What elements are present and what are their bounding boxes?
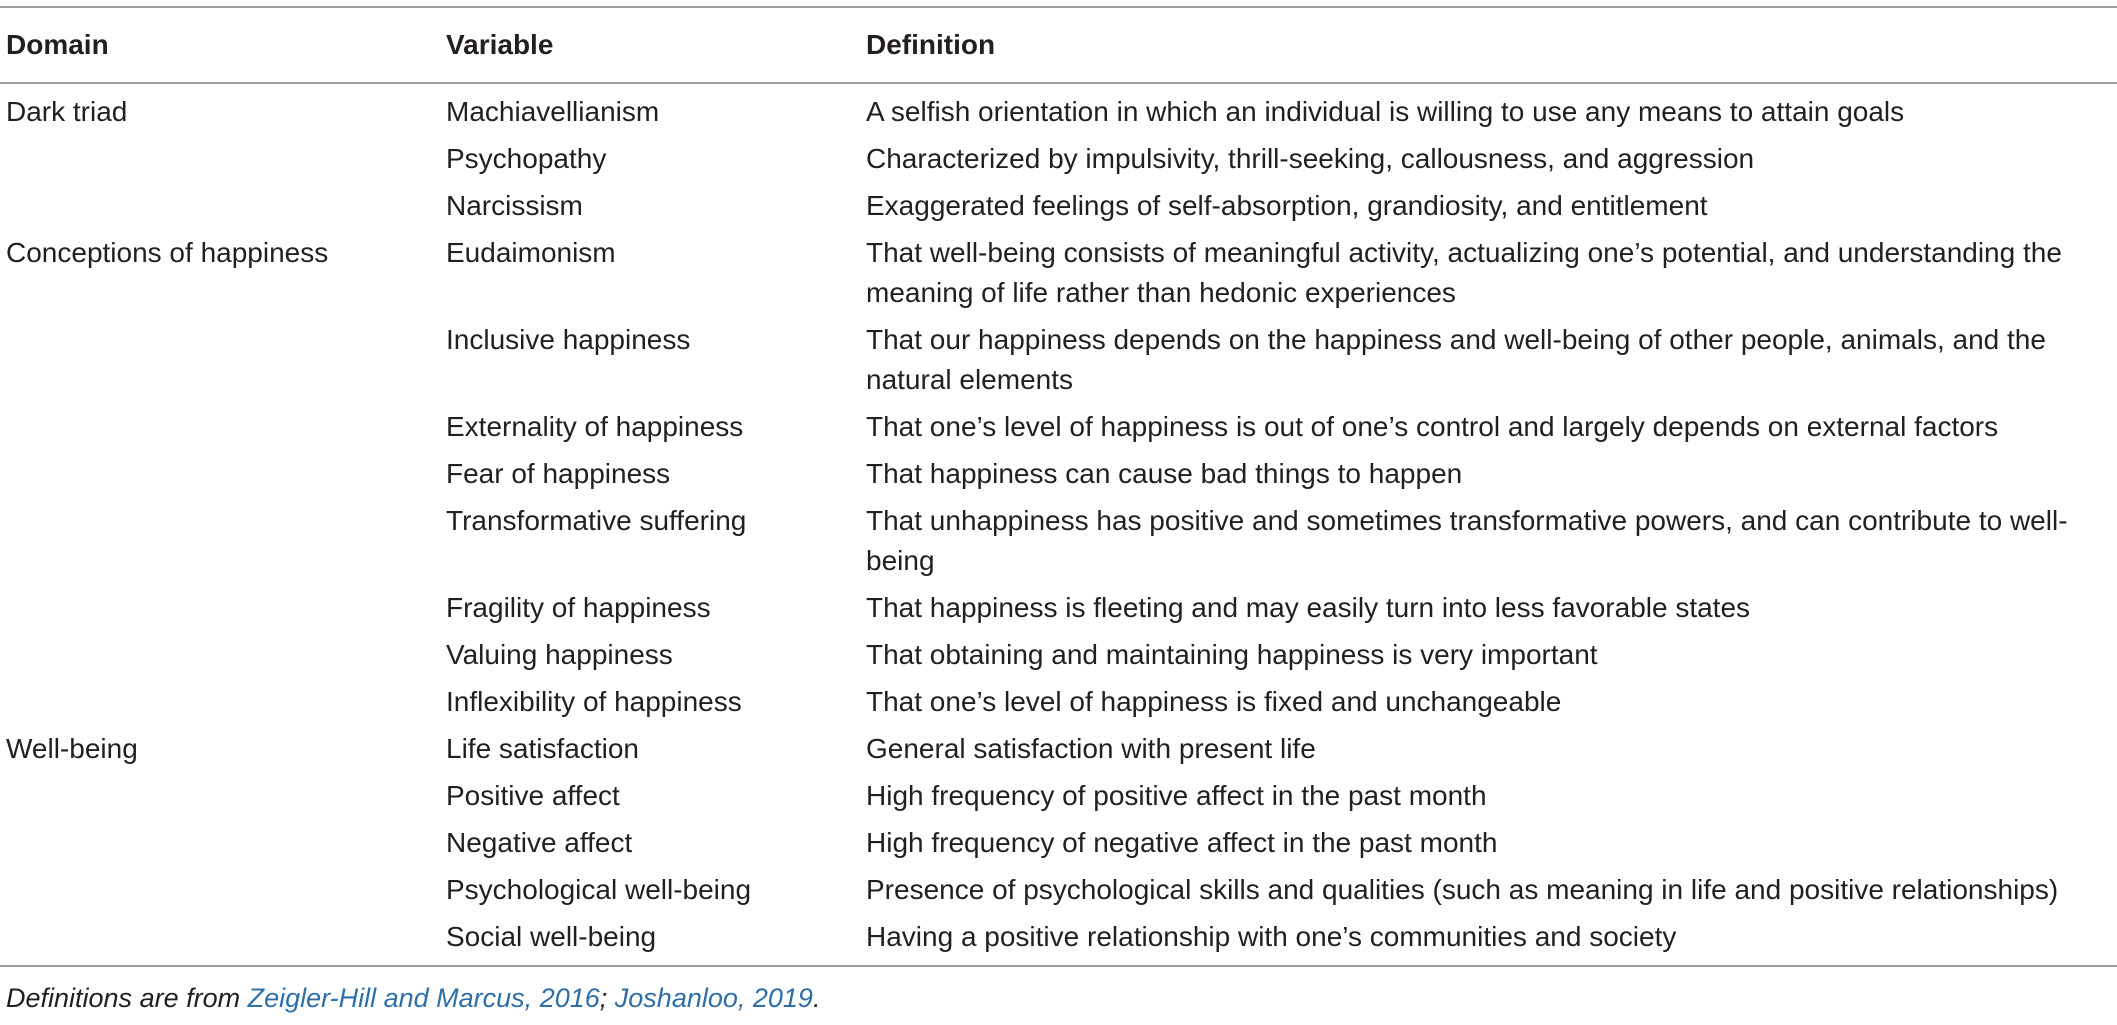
cell-variable: Negative affect [446,827,633,858]
header-domain: Domain [0,7,446,83]
cell-variable: Social well-being [446,921,657,952]
cell-definition: That well-being consists of meaningful activity, actualizing one’s potential, and understanding the meaning of life rather than hedonic experiences [866,237,2062,308]
cell-domain: Conceptions of happiness [6,237,329,268]
table-row [0,632,2117,679]
cell-domain [0,317,446,404]
cell-domain [0,773,446,820]
table-row [0,914,2117,966]
cell-definition: That happiness can cause bad things to happen [866,458,1463,489]
cell-definition: General satisfaction with present life [866,733,1316,764]
cell-variable: Valuing happiness [446,639,673,670]
table-row [0,820,2117,867]
cell-domain: Well-being [6,733,138,764]
footnote-suffix: . [812,983,821,1013]
cell-domain [0,914,446,966]
cell-definition: That unhappiness has positive and sometimes transformative powers, and can contribute to well-being [866,505,2068,576]
cell-domain [0,183,446,230]
cell-definition: That one’s level of happiness is fixed and unchangeable [866,686,1562,717]
table-row [0,773,2117,820]
table-row [0,726,2117,773]
table-row [0,317,2117,404]
table-row [0,585,2117,632]
cell-domain [0,136,446,183]
cell-variable: Eudaimonism [446,237,616,268]
cell-definition: That one’s level of happiness is out of one’s control and largely depends on external factors [866,411,1999,442]
cell-variable: Psychopathy [446,143,607,174]
cell-definition: High frequency of positive affect in the past month [866,780,1487,811]
footnote-reference-2[interactable]: Joshanloo, 2019 [614,983,813,1013]
footnote-reference-1[interactable]: Zeigler-Hill and Marcus, 2016 [247,983,600,1013]
cell-variable: Externality of happiness [446,411,744,442]
header-variable: Variable [446,7,866,83]
cell-variable: Fragility of happiness [446,592,711,623]
cell-definition: That happiness is fleeting and may easily turn into less favorable states [866,592,1751,623]
cell-variable: Life satisfaction [446,733,639,764]
table-row [0,183,2117,230]
cell-definition: Exaggerated feelings of self-absorption, grandiosity, and entitlement [866,190,1708,221]
cell-domain [0,498,446,585]
cell-definition: High frequency of negative affect in the past month [866,827,1498,858]
cell-domain [0,867,446,914]
table-row [0,136,2117,183]
cell-domain [0,679,446,726]
definitions-table [0,6,2117,967]
cell-domain [0,820,446,867]
table-row [0,679,2117,726]
table-row [0,867,2117,914]
table-body [0,83,2117,966]
cell-domain [0,585,446,632]
cell-variable: Positive affect [446,780,620,811]
cell-definition: Characterized by impulsivity, thrill-seeking, callousness, and aggression [866,143,1755,174]
cell-variable: Machiavellianism [446,96,660,127]
cell-definition: Presence of psychological skills and qualities (such as meaning in life and positive relationships) [866,874,2059,905]
table-row [0,498,2117,585]
cell-definition: That our happiness depends on the happiness and well-being of other people, animals, and the natural elements [866,324,2046,395]
cell-domain [0,451,446,498]
table-row [0,404,2117,451]
cell-domain [0,404,446,451]
cell-definition: A selfish orientation in which an individual is willing to use any means to attain goals [866,96,1905,127]
header-definition: Definition [866,7,2117,83]
footnote-prefix: Definitions are from [6,983,248,1013]
cell-variable: Transformative suffering [446,505,747,536]
cell-definition: That obtaining and maintaining happiness is very important [866,639,1598,670]
header-row [0,7,2117,83]
cell-variable: Inflexibility of happiness [446,686,742,717]
table-row [0,83,2117,136]
cell-variable: Inclusive happiness [446,324,691,355]
table-header [0,7,2117,83]
cell-variable: Psychological well-being [446,874,752,905]
table-row [0,230,2117,317]
table-row [0,451,2117,498]
table-footnote [6,983,820,1014]
cell-domain [0,632,446,679]
cell-domain: Dark triad [6,96,128,127]
cell-variable: Narcissism [446,190,583,221]
cell-variable: Fear of happiness [446,458,671,489]
cell-definition: Having a positive relationship with one’s communities and society [866,921,1677,952]
footnote-separator: ; [599,983,615,1013]
